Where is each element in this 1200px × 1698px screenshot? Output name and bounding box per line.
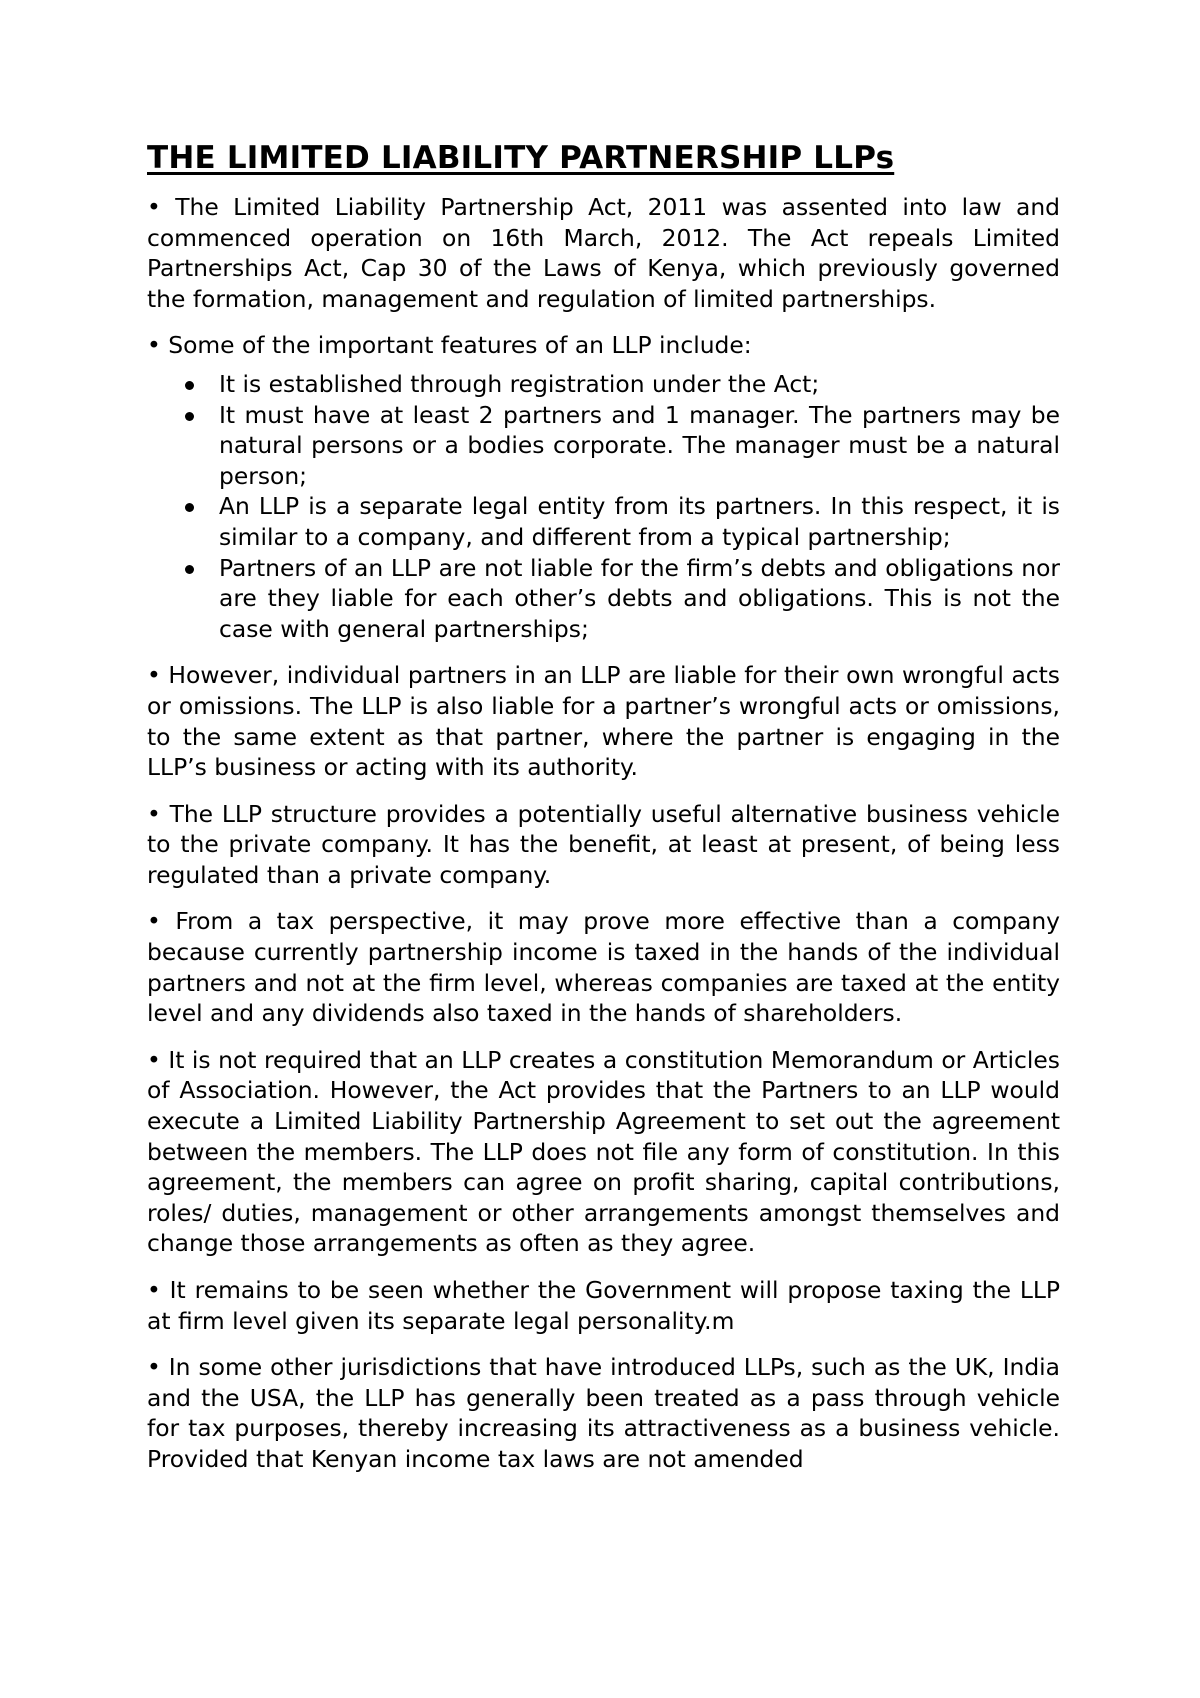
paragraph-business-vehicle: • The LLP structure provides a potentially useful alternative business vehicle to the private company. It has the benefit, at least at present, of being less regulated than a private company. — [147, 799, 1060, 889]
list-item — [147, 400, 1060, 492]
paragraph-tax-perspective: • From a tax perspective, it may prove more effective than a company because currently partnership income is taxed in the hands of the individual partners and not at the firm level, whereas companies are taxed at the entity level and any dividends also taxed in the hands of shareholders. — [147, 907, 1060, 1028]
bullet-icon — [185, 412, 194, 421]
paragraph-partner-liability: • However, individual partners in an LLP are liable for their own wrongful acts or omissions. The LLP is also liable for a partner’s wrongful acts or omissions, to the same extent as that partner, where the partner is engaging in the LLP’s business or acting with its authority. — [147, 661, 1060, 782]
list-item — [147, 491, 1060, 552]
document-page — [147, 138, 1060, 1475]
paragraph-features-intro: • Some of the important features of an LLP include: — [147, 331, 752, 360]
list-item — [147, 369, 1060, 400]
paragraph-constitution: • It is not required that an LLP creates a constitution Memorandum or Articles of Association. However, the Act provides that the Partners to an LLP would execute a Limited Liability Partnership Agreement to set out the agreement between the members. The LLP does not file any form of constitution. In this agreement, the members can agree on profit sharing, capital contributions, roles/ duties, management or other arrangements amongst themselves and change those arrangements as often as they agree. — [147, 1045, 1060, 1258]
features-list — [147, 369, 1060, 644]
bullet-icon — [185, 503, 194, 512]
paragraph-act-commencement: • The Limited Liability Partnership Act, 2011 was assented into law and commenced operation on 16th March, 2012. The Act repeals Limited Partnerships Act, Cap 30 of the Laws of Kenya, which previously governed the formation, management and regulation of limited partnerships. — [147, 193, 1060, 313]
paragraph-government-tax: • It remains to be seen whether the Government will propose taxing the LLP at firm level given its separate legal personality.m — [147, 1276, 1060, 1335]
list-item-text: An LLP is a separate legal entity from its partners. In this respect, it is similar to a company, and different from a typical partnership; — [219, 492, 1060, 551]
bullet-icon — [185, 381, 194, 390]
paragraph-other-jurisdictions: • In some other jurisdictions that have introduced LLPs, such as the UK, India and the USA, the LLP has generally been treated as a pass through vehicle for tax purposes, thereby increasing its attractiveness as a business vehicle. Provided that Kenyan income tax laws are not amended — [147, 1353, 1060, 1473]
list-item — [147, 553, 1060, 645]
list-item-text: It is established through registration under the Act; — [219, 369, 820, 398]
document-title: THE LIMITED LIABILITY PARTNERSHIP LLPs — [147, 140, 895, 176]
list-item-text: It must have at least 2 partners and 1 manager. The partners may be natural persons or a bodies corporate. The manager must be a natural person; — [219, 400, 1060, 490]
bullet-icon — [185, 565, 194, 574]
list-item-text: Partners of an LLP are not liable for the firm’s debts and obligations nor are they liable for each other’s debts and obligations. This is not the case with general partnerships; — [219, 553, 1060, 643]
